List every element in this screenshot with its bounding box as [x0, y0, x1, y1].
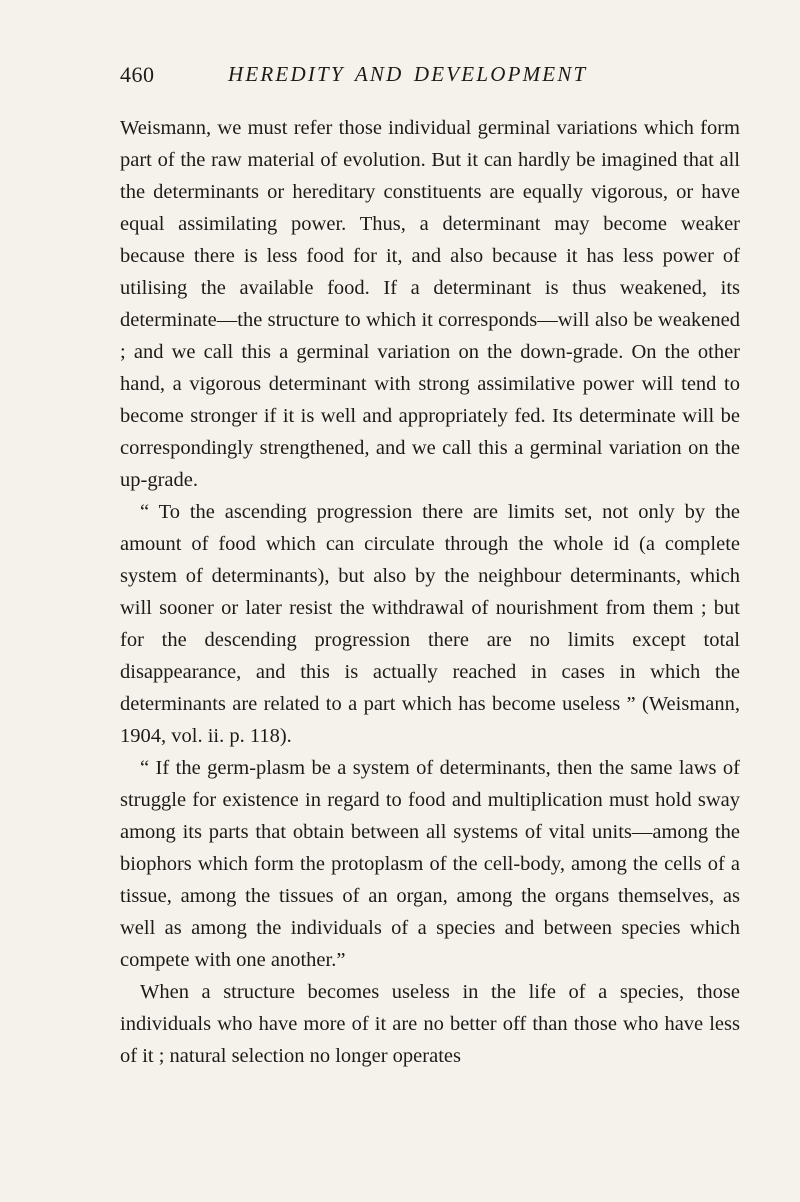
running-head: HEREDITY AND DEVELOPMENT [228, 62, 588, 86]
body-text [120, 112, 740, 1072]
page-header [120, 62, 740, 92]
quotation-paragraph: “ To the ascending progression there are limits set, not only by the amount of food which can circulate through the whole id (a complete system of determinants), but also by the neighbour determinants, which will sooner or later resist the withdrawal of nourishment from them ; but for the descending progression there are no limits except total disappearance, and this is actually reached in cases in which the determinants are related to a part which has become useless ” (Weismann, 1904, vol. ii. p. 118). [120, 501, 740, 747]
page-number: 460 [120, 62, 155, 87]
paragraph: Weismann, we must refer those individual germinal variations which form part of the raw material of evolution. But it can hardly be imagined that all the determinants or hereditary constituents are equally vigorous, or have equal assimilating power. Thus, a determinant may become weaker because there is less food for it, and also because it has less power of utilising the available food. If a determinant is thus weakened, its determinate—the structure to which it corresponds—will also be weakened ; and we call this a germinal variation on the down-grade. On the other hand, a vigorous determinant with strong assimilative power will tend to become stronger if it is well and appropriately fed. Its determinate will be correspondingly strengthened, and we call this a germinal variation on the up-grade. [120, 117, 740, 491]
paragraph: When a structure becomes useless in the life of a species, those individuals who have more of it are no better off than those who have less of it ; natural selection no longer operates [120, 981, 740, 1067]
quotation-paragraph: “ If the germ-plasm be a system of determinants, then the same laws of struggle for existence in regard to food and multiplication must hold sway among its parts that obtain between all systems of vital units—among the biophors which form the protoplasm of the cell-body, among the cells of a tissue, among the tissues of an organ, among the organs themselves, as well as among the individuals of a species and between species which compete with one another.” [120, 757, 740, 971]
